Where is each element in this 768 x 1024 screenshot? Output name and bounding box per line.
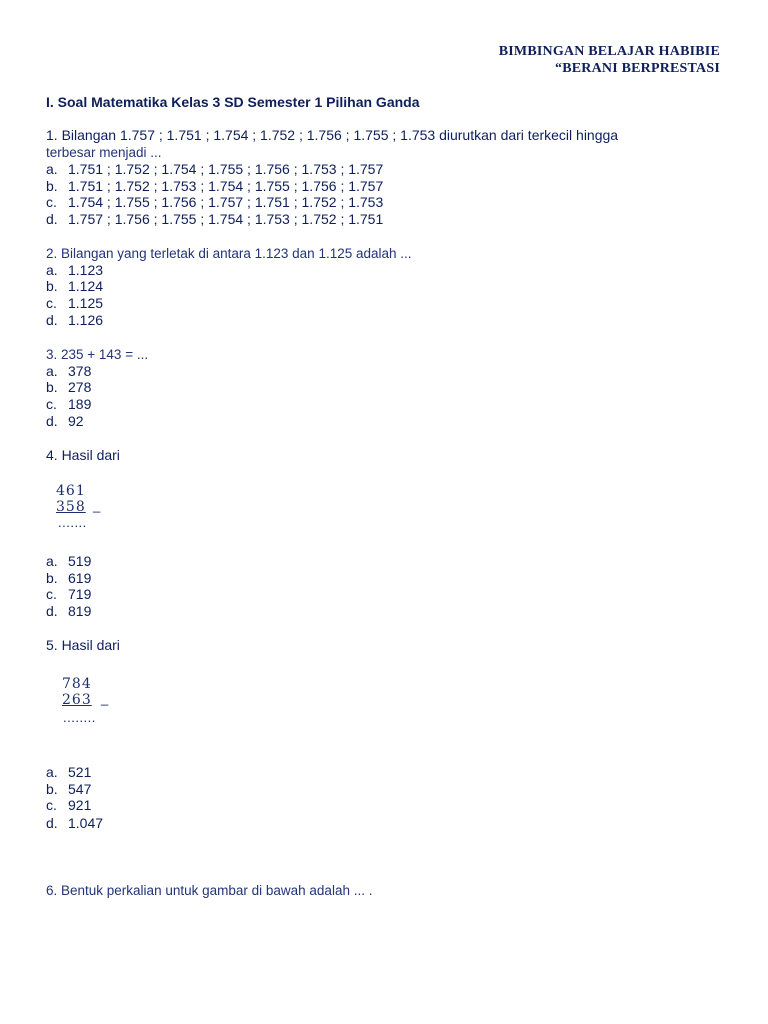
question-4-option-a	[46, 553, 91, 570]
option-letter: c.	[46, 194, 57, 210]
option-letter: b.	[46, 570, 58, 586]
header-line-2: “BERANI BERPRESTASI	[555, 61, 720, 76]
question-1-option-d	[46, 211, 383, 228]
option-text: 547	[68, 781, 92, 797]
question-2-option-a	[46, 262, 103, 279]
option-letter: c.	[46, 797, 57, 813]
question-3-option-a	[46, 363, 91, 380]
question-1-option-c	[46, 194, 383, 211]
option-text: 1.047	[68, 815, 104, 831]
question-3-option-b	[46, 379, 91, 396]
option-text: 92	[68, 413, 84, 429]
option-text: 921	[68, 797, 92, 813]
question-2-option-c	[46, 295, 103, 312]
question-5-option-b	[46, 781, 91, 798]
option-text: 819	[68, 603, 92, 619]
header-line-1: BIMBINGAN BELAJAR HABIBIE	[498, 44, 720, 59]
option-text: 278	[68, 379, 92, 395]
page-title: I. Soal Matematika Kelas 3 SD Semester 1 Pilihan Ganda	[46, 94, 420, 110]
option-text: 1.751 ; 1.752 ; 1.753 ; 1.754 ; 1.755 ; 1.756 ; 1.757	[68, 178, 384, 194]
option-text: 1.123	[68, 262, 104, 278]
option-letter: b.	[46, 379, 58, 395]
calc-result-blank: ........	[63, 710, 96, 725]
option-letter: a.	[46, 161, 58, 177]
question-1-option-a	[46, 161, 383, 178]
option-letter: c.	[46, 295, 57, 311]
option-text: 1.754 ; 1.755 ; 1.756 ; 1.757 ; 1.751 ; 1.752 ; 1.753	[68, 194, 384, 210]
option-text: 189	[68, 396, 92, 412]
option-letter: c.	[46, 586, 57, 602]
option-text: 1.126	[68, 312, 104, 328]
calc-result-blank: .......	[58, 515, 87, 530]
question-2-option-d	[46, 312, 103, 329]
question-5-text: 5. Hasil dari	[46, 637, 120, 653]
option-text: 1.125	[68, 295, 104, 311]
option-letter: a.	[46, 553, 58, 569]
question-1-option-b	[46, 178, 383, 195]
option-letter: b.	[46, 781, 58, 797]
option-letter: d.	[46, 413, 58, 429]
question-5-option-c	[46, 797, 91, 814]
option-text: 1.757 ; 1.756 ; 1.755 ; 1.754 ; 1.753 ; 1.752 ; 1.751	[68, 211, 384, 227]
option-letter: b.	[46, 278, 58, 294]
question-5-option-d	[46, 815, 103, 832]
option-text: 378	[68, 363, 92, 379]
option-letter: a.	[46, 363, 58, 379]
option-letter: d.	[46, 211, 58, 227]
question-4-option-b	[46, 570, 91, 587]
option-letter: a.	[46, 262, 58, 278]
calc-bottom-number: 358	[56, 499, 86, 515]
question-1-text: 1. Bilangan 1.757 ; 1.751 ; 1.754 ; 1.752 ; 1.756 ; 1.755 ; 1.753 diurutkan dari terkecil hingga	[46, 127, 619, 143]
minus-sign: _	[101, 691, 109, 706]
question-4-option-c	[46, 586, 91, 603]
question-4-option-d	[46, 603, 91, 620]
option-text: 719	[68, 586, 92, 602]
option-letter: d.	[46, 312, 58, 328]
option-text: 1.124	[68, 278, 104, 294]
question-2-option-b	[46, 278, 103, 295]
question-2-text: 2. Bilangan yang terletak di antara 1.123 dan 1.125 adalah ...	[46, 246, 412, 261]
question-3-text: 3. 235 + 143 = ...	[46, 347, 149, 362]
option-letter: c.	[46, 396, 57, 412]
minus-sign: _	[93, 498, 101, 513]
option-letter: b.	[46, 178, 58, 194]
question-5-option-a	[46, 764, 91, 781]
question-3-option-c	[46, 396, 91, 413]
option-text: 519	[68, 553, 92, 569]
calc-bottom-number: 263	[62, 692, 92, 708]
calc-top-number: 461	[56, 483, 86, 499]
option-letter: d.	[46, 815, 58, 831]
question-3-option-d	[46, 413, 84, 430]
option-text: 521	[68, 764, 92, 780]
option-letter: a.	[46, 764, 58, 780]
option-text: 1.751 ; 1.752 ; 1.754 ; 1.755 ; 1.756 ; 1.753 ; 1.757	[68, 161, 384, 177]
option-letter: d.	[46, 603, 58, 619]
calc-top-number: 784	[62, 676, 92, 692]
question-6-text: 6. Bentuk perkalian untuk gambar di bawah adalah ... .	[46, 883, 373, 898]
question-1-text-cont: terbesar menjadi ...	[46, 145, 162, 160]
option-text: 619	[68, 570, 92, 586]
question-4-text: 4. Hasil dari	[46, 447, 120, 463]
